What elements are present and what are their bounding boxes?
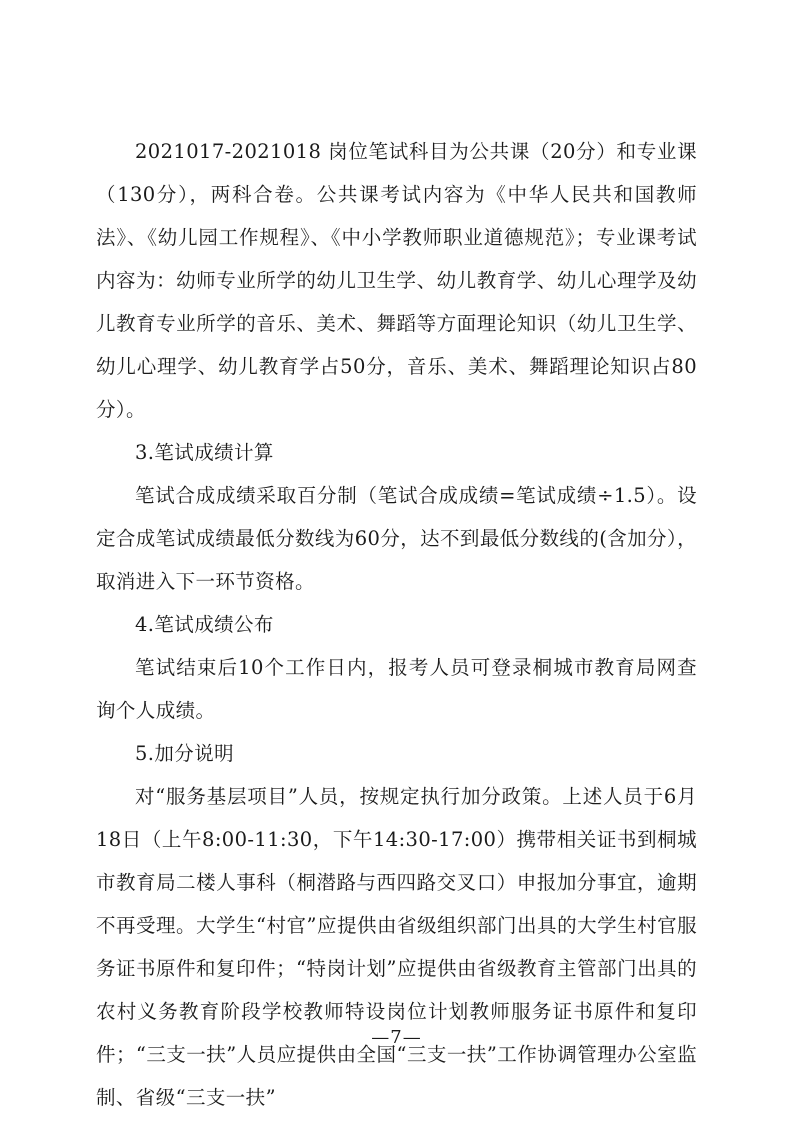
paragraph-bonus-points: 对“服务基层项目”人员，按规定执行加分政策。上述人员于6月18日（上午8:00-11:30，下午14:30-17:00）携带相关证书到桐城市教育局二楼人事科（桐潜路与西四路交叉口）申报加分事宜，逾期不再受理。大学生“村官”应提供由省级组织部门出具的大学生村官服务证书原件和复印件；“特岗计划”应提供由省级教育主管部门出具的农村义务教育阶段学校教师特设岗位计划教师服务证书原件和复印件；“三支一扶”人员应提供由全国“三支一扶”工作协调管理办公室监制、省级“三支一扶” [96, 785, 697, 1109]
heading-bonus-points: 5.加分说明 [135, 742, 235, 765]
paragraph-score-publication: 笔试结束后10个工作日内，报考人员可登录桐城市教育局网查询个人成绩。 [96, 656, 697, 722]
document-body [96, 130, 697, 1119]
paragraph-exam-subjects: 2021017-2021018 岗位笔试科目为公共课（20分）和专业课（130分），两科合卷。公共课考试内容为《中华人民共和国教师法》、《幼儿园工作规程》、《中小学教师职业道德规范》；专业课考试内容为：幼师专业所学的幼儿卫生学、幼儿教育学、幼儿心理学及幼儿教育专业所学的音乐、美术、舞蹈等方面理论知识（幼儿卫生学、幼儿心理学、幼儿教育学占50分，音乐、美术、舞蹈理论知识占80分）。 [96, 140, 697, 421]
heading-score-calculation: 3.笔试成绩计算 [135, 441, 274, 464]
heading-score-publication: 4.笔试成绩公布 [135, 613, 274, 636]
paragraph-score-calculation: 笔试合成成绩采取百分制（笔试合成成绩=笔试成绩÷1.5）。设定合成笔试成绩最低分数线为60分，达不到最低分数线的(含加分），取消进入下一环节资格。 [96, 484, 697, 593]
page-number: —7— [371, 1027, 422, 1048]
